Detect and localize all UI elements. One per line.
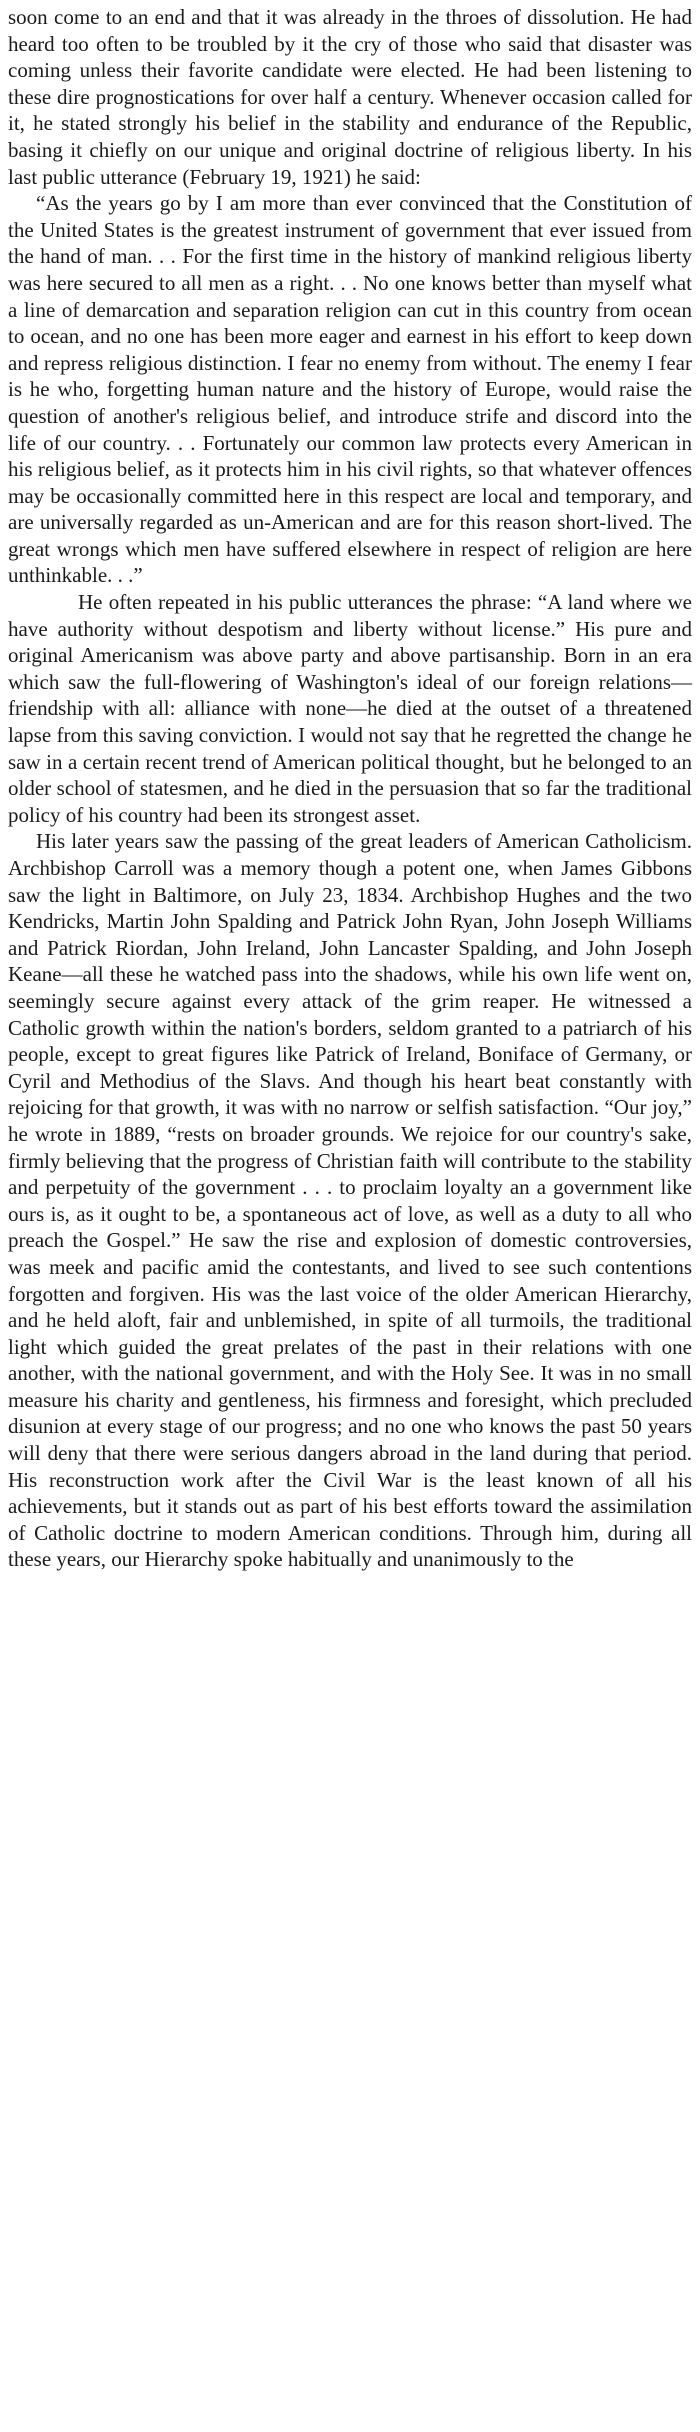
paragraph-dissolution: soon come to an end and that it was already in the throes of dissolution. He had heard too often to be troubled by it the cry of those who said that disaster was coming unless their favorite candidate were elected. He had been listening to these dire prognostications for over half a century. Whenever occasion called for it, he stated strongly his belief in the stability and endurance of the Republic, basing it chiefly on our unique and original doctrine of religious liberty. In his last public utterance (February 19, 1921) he said: — [8, 5, 692, 189]
paragraph-authority-liberty: He often repeated in his public utterances the phrase: “A land where we have authority without despotism and liberty without license.” His pure and original Americanism was above party and above partisanship. Born in an era which saw the full-flowering of Washington's ideal of our foreign relations—friendship with all: alliance with none—he died at the outset of a threatened lapse from this saving conviction. I would not say that he regretted the change he saw in a certain recent trend of American political thought, but he belonged to an older school of statesmen, and he died in the persuasion that so far the traditional policy of his country had been its strongest asset. — [8, 590, 692, 827]
paragraph-constitution-quote: “As the years go by I am more than ever convinced that the Constitution of the United States is the greatest instrument of government that ever issued from the hand of man. . . For the first time in the history of mankind religious liberty was here secured to all men as a right. . . No one knows better than myself what a line of demarcation and separation religion can cut in this country from ocean to ocean, and no one has been more eager and earnest in his effort to keep down and repress religious distinction. I fear no enemy from without. The enemy I fear is he who, forgetting human nature and the history of Europe, would raise the question of another's religious belief, and introduce strife and discord into the life of our country. . . Fortunately our common law protects every American in his religious belief, as it protects him in his civil rights, so that whatever offences may be occasionally committed here in this respect are local and temporary, and are universally regarded as un-American and are for this reason short-lived. The great wrongs which men have suffered elsewhere in respect of religion are here unthinkable. . .” — [8, 191, 692, 588]
paragraph-catholic-leaders: His later years saw the passing of the great leaders of American Catholicism. Archbishop Carroll was a memory though a potent one, when James Gibbons saw the light in Baltimore, on July 23, 1834. Archbishop Hughes and the two Kendricks, Martin John Spalding and Patrick John Ryan, John Joseph Williams and Patrick Riordan, John Ireland, John Lancaster Spalding, and John Joseph Keane—all these he watched pass into the shadows, while his own life went on, seemingly secure against every attack of the grim reaper. He witnessed a Catholic growth within the nation's borders, seldom granted to a patriarch of his people, except to great figures like Patrick of Ireland, Boniface of Germany, or Cyril and Methodius of the Slavs. And though his heart beat constantly with rejoicing for that growth, it was with no narrow or selfish satisfaction. “Our joy,” he wrote in 1889, “rests on broader grounds. We rejoice for our country's sake, firmly believing that the progress of Christian faith will contribute to the stability and perpetuity of the government . . . to proclaim loyalty an a government like ours is, as it ought to be, a spontaneous act of love, as well as a duty to all who preach the Gospel.” He saw the rise and explosion of domestic controversies, was meek and pacific amid the contestants, and lived to see such contentions forgotten and forgiven. His was the last voice of the older American Hierarchy, and he held aloft, fair and unblemished, in spite of all turmoils, the traditional light which guided the great prelates of the past in their relations with one another, with the national government, and with the Holy See. It was in no small measure his charity and gentleness, his firmness and foresight, which precluded disunion at every stage of our progress; and no one who knows the past 50 years will deny that there were serious dangers abroad in the land during that period. His reconstruction work after the Civil War is the least known of all his achievements, but it stands out as part of his best efforts toward the assimilation of Catholic doctrine to modern American conditions. Through him, during all these years, our Hierarchy spoke habitually and unanimously to the — [8, 829, 692, 1572]
